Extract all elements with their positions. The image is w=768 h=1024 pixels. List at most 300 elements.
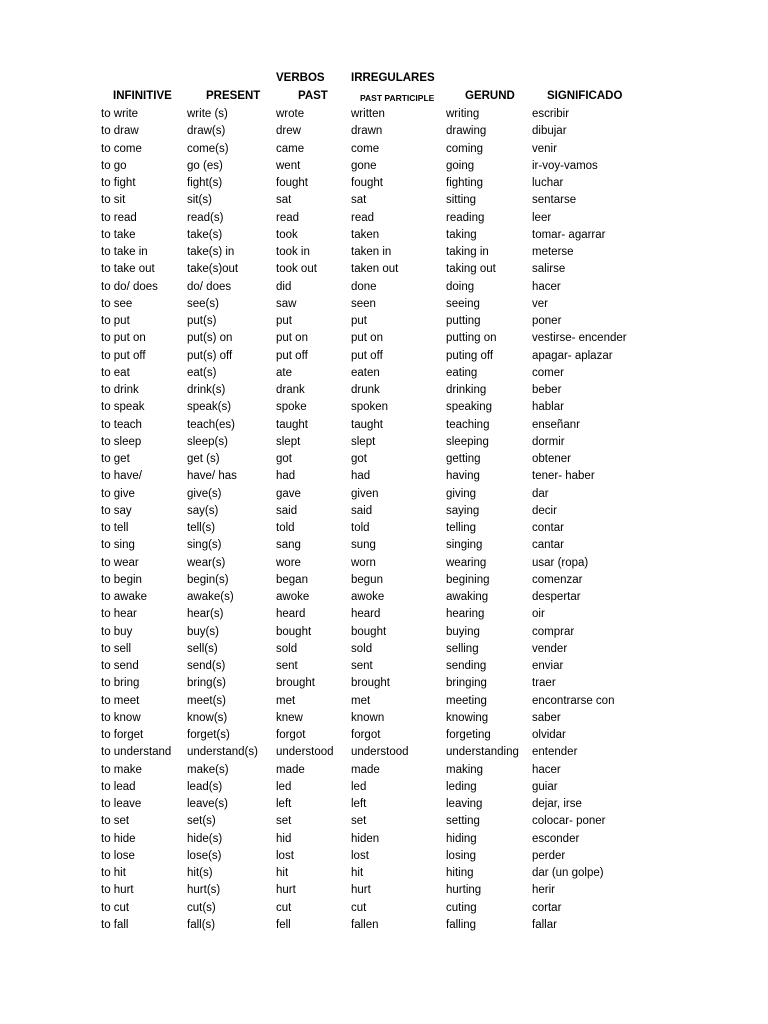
cell-infinitive: to awake — [101, 591, 148, 603]
cell-significado: venir — [532, 142, 557, 155]
cell-past-participle: forgot — [351, 729, 381, 741]
cell-infinitive: to fall — [101, 918, 129, 931]
cell-present: draw(s) — [187, 125, 226, 138]
cell-past-participle: begun — [351, 573, 383, 586]
table-row — [0, 365, 768, 382]
cell-infinitive: to make — [101, 763, 142, 776]
cell-significado: escribir — [532, 108, 570, 120]
cell-past: brought — [276, 677, 316, 690]
cell-gerund: leding — [446, 780, 477, 793]
cell-significado: poner — [532, 315, 562, 327]
cell-past-participle: slept — [351, 435, 376, 448]
cell-significado: cantar — [532, 539, 564, 552]
cell-infinitive: to lead — [101, 780, 136, 793]
cell-present: lose(s) — [187, 849, 222, 862]
cell-past-participle: taught — [351, 418, 383, 431]
cell-present: begin(s) — [187, 573, 229, 586]
cell-infinitive: to hear — [101, 608, 137, 621]
cell-past-participle: sat — [351, 194, 367, 207]
cell-significado: guiar — [532, 780, 558, 793]
cell-present: speak(s) — [187, 401, 232, 414]
cell-gerund: coming — [446, 142, 484, 155]
cell-past: put off — [276, 349, 308, 362]
cell-significado: olvidar — [532, 729, 566, 741]
header-infinitive: INFINITIVE — [113, 90, 172, 102]
cell-past: knew — [276, 711, 303, 724]
cell-present: hurt(s) — [187, 884, 221, 897]
cell-gerund: knowing — [446, 711, 489, 724]
column-header-row — [0, 89, 768, 105]
cell-past: drank — [276, 384, 305, 396]
table-row — [0, 158, 768, 175]
cell-gerund: teaching — [446, 418, 490, 431]
cell-past: awoke — [276, 591, 310, 603]
cell-past-participle: left — [351, 798, 367, 810]
cell-significado: tener- haber — [532, 470, 595, 483]
cell-past-participle: led — [351, 780, 367, 793]
cell-past-participle: taken — [351, 228, 380, 241]
cell-present: sing(s) — [187, 539, 222, 552]
cell-present: tell(s) — [187, 522, 216, 534]
cell-past: sang — [276, 539, 301, 552]
cell-past: took in — [276, 246, 310, 258]
cell-past-participle: spoken — [351, 401, 389, 414]
table-row — [0, 675, 768, 692]
cell-past: led — [276, 780, 292, 793]
cell-significado: comer — [532, 366, 564, 379]
table-row — [0, 382, 768, 399]
cell-past: fell — [276, 918, 291, 931]
table-row — [0, 848, 768, 865]
cell-past: fought — [276, 177, 308, 189]
cell-past: drew — [276, 125, 301, 138]
cell-past-participle: hurt — [351, 884, 371, 897]
cell-past: sold — [276, 642, 298, 655]
table-row — [0, 434, 768, 451]
cell-significado: fallar — [532, 918, 557, 931]
table-row — [0, 710, 768, 727]
cell-gerund: hearing — [446, 608, 485, 621]
cell-infinitive: to fight — [101, 177, 136, 189]
table-row — [0, 900, 768, 917]
header-past-participle: PAST PARTICIPLE — [360, 93, 435, 103]
cell-significado: cortar — [532, 901, 562, 914]
cell-past: met — [276, 694, 296, 707]
cell-significado: colocar- poner — [532, 815, 606, 828]
table-row — [0, 693, 768, 710]
table-row — [0, 796, 768, 813]
cell-present: sell(s) — [187, 642, 218, 655]
cell-past-participle: brought — [351, 677, 391, 690]
cell-gerund: taking out — [446, 263, 496, 276]
cell-gerund: fighting — [446, 177, 484, 189]
cell-infinitive: to tell — [101, 522, 129, 534]
cell-past: got — [276, 453, 292, 465]
cell-past-participle: sent — [351, 660, 373, 672]
cell-infinitive: to come — [101, 142, 142, 155]
cell-gerund: setting — [446, 815, 480, 828]
cell-present: bring(s) — [187, 677, 226, 690]
table-row — [0, 555, 768, 572]
cell-infinitive: to sit — [101, 194, 126, 207]
cell-present: write (s) — [187, 108, 228, 120]
table-row — [0, 503, 768, 520]
cell-significado: hacer — [532, 763, 561, 776]
header-significado: SIGNIFICADO — [547, 90, 623, 102]
cell-significado: encontrarse con — [532, 694, 615, 707]
cell-infinitive: to bring — [101, 677, 140, 690]
cell-present: cut(s) — [187, 901, 216, 914]
cell-past-participle: put on — [351, 332, 383, 345]
cell-past: hid — [276, 832, 292, 845]
cell-significado: oir — [532, 608, 545, 621]
cell-significado: apagar- aplazar — [532, 349, 613, 362]
cell-present: drink(s) — [187, 384, 226, 396]
cell-infinitive: to hit — [101, 867, 126, 879]
table-row — [0, 106, 768, 123]
cell-significado: decir — [532, 504, 557, 517]
cell-past: wore — [276, 556, 301, 569]
cell-past-participle: read — [351, 211, 375, 224]
cell-past-participle: sung — [351, 539, 376, 552]
cell-infinitive: to write — [101, 108, 139, 120]
cell-present: sleep(s) — [187, 435, 228, 448]
cell-gerund: telling — [446, 522, 477, 534]
cell-past-participle: awoke — [351, 591, 385, 603]
cell-past: hurt — [276, 884, 296, 897]
table-row — [0, 123, 768, 140]
cell-present: make(s) — [187, 763, 229, 776]
cell-gerund: understanding — [446, 746, 519, 759]
cell-gerund: singing — [446, 539, 483, 552]
cell-past-participle: fallen — [351, 918, 379, 931]
cell-past-participle: lost — [351, 849, 369, 862]
cell-gerund: sending — [446, 660, 487, 672]
cell-past-participle: heard — [351, 608, 381, 621]
table-row — [0, 520, 768, 537]
table-row — [0, 744, 768, 761]
cell-significado: contar — [532, 522, 564, 534]
cell-present: hide(s) — [187, 832, 223, 845]
cell-significado: obtener — [532, 453, 572, 465]
table-row — [0, 572, 768, 589]
cell-past: heard — [276, 608, 306, 621]
cell-gerund: bringing — [446, 677, 487, 690]
cell-infinitive: to draw — [101, 125, 139, 138]
cell-gerund: wearing — [446, 556, 487, 569]
table-row — [0, 399, 768, 416]
table-row — [0, 313, 768, 330]
table-row — [0, 330, 768, 347]
cell-gerund: hiding — [446, 832, 477, 845]
cell-present: send(s) — [187, 660, 226, 672]
cell-gerund: making — [446, 763, 484, 776]
cell-infinitive: to know — [101, 711, 141, 724]
cell-past-participle: said — [351, 504, 373, 517]
cell-present: come(s) — [187, 142, 229, 155]
cell-gerund: cuting — [446, 901, 477, 914]
cell-gerund: forgeting — [446, 729, 491, 741]
cell-past: did — [276, 280, 292, 293]
cell-past: said — [276, 504, 298, 517]
cell-gerund: reading — [446, 211, 485, 224]
cell-significado: salirse — [532, 263, 566, 276]
cell-gerund: saying — [446, 504, 480, 517]
cell-infinitive: to take — [101, 228, 136, 241]
cell-significado: herir — [532, 884, 556, 897]
cell-past: put on — [276, 332, 308, 345]
cell-gerund: losing — [446, 849, 477, 862]
cell-significado: esconder — [532, 832, 580, 845]
cell-past: went — [276, 159, 301, 172]
cell-gerund: eating — [446, 366, 478, 379]
cell-significado: sentarse — [532, 194, 577, 207]
cell-significado: ir-voy-vamos — [532, 159, 598, 172]
cell-past-participle: known — [351, 711, 385, 724]
cell-present: put(s) on — [187, 332, 233, 345]
cell-infinitive: to do/ does — [101, 280, 158, 293]
cell-present: hear(s) — [187, 608, 224, 621]
cell-infinitive: to speak — [101, 401, 145, 414]
table-row — [0, 917, 768, 934]
cell-infinitive: to say — [101, 504, 132, 517]
cell-gerund: drinking — [446, 384, 487, 396]
cell-infinitive: to send — [101, 660, 139, 672]
table-row — [0, 210, 768, 227]
cell-gerund: awaking — [446, 591, 489, 603]
table-row — [0, 261, 768, 278]
cell-significado: luchar — [532, 177, 564, 189]
cell-past: put — [276, 315, 292, 327]
cell-past-participle: done — [351, 280, 377, 293]
cell-present: get (s) — [187, 453, 220, 465]
table-row — [0, 227, 768, 244]
cell-past-participle: hit — [351, 867, 364, 879]
cell-significado: despertar — [532, 591, 581, 603]
cell-infinitive: to hurt — [101, 884, 134, 897]
cell-infinitive: to wear — [101, 556, 139, 569]
header-gerund: GERUND — [465, 90, 515, 102]
cell-past-participle: understood — [351, 746, 409, 759]
cell-gerund: falling — [446, 918, 477, 931]
cell-present: understand(s) — [187, 746, 258, 759]
cell-infinitive: to see — [101, 297, 133, 310]
table-row — [0, 831, 768, 848]
cell-significado: dejar, irse — [532, 798, 582, 810]
cell-past: left — [276, 798, 292, 810]
cell-present: buy(s) — [187, 625, 219, 638]
cell-gerund: hiting — [446, 867, 474, 879]
cell-infinitive: to set — [101, 815, 130, 828]
cell-past-participle: met — [351, 694, 371, 707]
table-row — [0, 537, 768, 554]
cell-present: give(s) — [187, 487, 222, 500]
table-row — [0, 762, 768, 779]
cell-past: gave — [276, 487, 301, 500]
cell-significado: traer — [532, 677, 556, 690]
cell-gerund: sitting — [446, 194, 477, 207]
cell-past-participle: put — [351, 315, 367, 327]
cell-past-participle: got — [351, 453, 367, 465]
table-row — [0, 641, 768, 658]
cell-significado: saber — [532, 711, 561, 724]
cell-infinitive: to begin — [101, 573, 142, 586]
cell-infinitive: to cut — [101, 901, 130, 914]
cell-present: go (es) — [187, 159, 223, 172]
cell-past: took out — [276, 263, 317, 276]
cell-present: put(s) — [187, 315, 217, 327]
cell-past-participle: told — [351, 522, 370, 534]
cell-past: took — [276, 228, 298, 241]
cell-infinitive: to sell — [101, 642, 132, 655]
cell-present: wear(s) — [187, 556, 226, 569]
cell-significado: dar — [532, 487, 549, 500]
cell-past-participle: worn — [351, 556, 376, 569]
table-row — [0, 624, 768, 641]
cell-gerund: writing — [446, 108, 480, 120]
cell-infinitive: to hide — [101, 832, 136, 845]
cell-infinitive: to forget — [101, 729, 144, 741]
cell-past: taught — [276, 418, 308, 431]
cell-gerund: getting — [446, 453, 481, 465]
cell-present: say(s) — [187, 504, 219, 517]
cell-significado: tomar- agarrar — [532, 228, 606, 241]
cell-past: lost — [276, 849, 294, 862]
cell-past-participle: come — [351, 142, 380, 155]
table-row — [0, 727, 768, 744]
cell-gerund: begining — [446, 573, 490, 586]
cell-past: sent — [276, 660, 298, 672]
cell-past: forgot — [276, 729, 306, 741]
cell-infinitive: to drink — [101, 384, 139, 396]
cell-significado: hacer — [532, 280, 561, 293]
cell-significado: comenzar — [532, 573, 583, 586]
cell-present: fall(s) — [187, 918, 216, 931]
cell-present: set(s) — [187, 815, 216, 828]
cell-gerund: hurting — [446, 884, 482, 897]
cell-significado: enviar — [532, 660, 564, 672]
cell-significado: enseñanr — [532, 418, 580, 431]
cell-present: hit(s) — [187, 867, 213, 879]
cell-past-participle: fought — [351, 177, 383, 189]
cell-past-participle: drawn — [351, 125, 383, 138]
table-row — [0, 468, 768, 485]
cell-gerund: selling — [446, 642, 479, 655]
cell-infinitive: to lose — [101, 849, 135, 862]
cell-present: have/ has — [187, 470, 237, 483]
cell-past-participle: made — [351, 763, 380, 776]
cell-infinitive: to go — [101, 159, 127, 172]
cell-gerund: sleeping — [446, 435, 489, 448]
cell-significado: perder — [532, 849, 566, 862]
cell-past: came — [276, 142, 305, 155]
cell-significado: dormir — [532, 435, 565, 448]
cell-past: sat — [276, 194, 292, 207]
cell-infinitive: to sleep — [101, 435, 142, 448]
cell-gerund: speaking — [446, 401, 493, 414]
cell-gerund: meeting — [446, 694, 487, 707]
cell-past: spoke — [276, 401, 307, 414]
cell-past-participle: drunk — [351, 384, 380, 396]
cell-infinitive: to take in — [101, 246, 148, 258]
cell-past: set — [276, 815, 292, 828]
cell-significado: dar (un golpe) — [532, 867, 604, 879]
cell-gerund: putting — [446, 315, 481, 327]
table-row — [0, 348, 768, 365]
cell-significado: vestirse- encender — [532, 332, 627, 345]
cell-past-participle: seen — [351, 297, 376, 310]
cell-past: understood — [276, 746, 334, 759]
cell-past-participle: cut — [351, 901, 367, 914]
header-present: PRESENT — [206, 90, 261, 102]
table-row — [0, 606, 768, 623]
cell-past-participle: taken out — [351, 263, 399, 276]
cell-past: ate — [276, 366, 292, 379]
cell-past: bought — [276, 625, 312, 638]
table-row — [0, 192, 768, 209]
cell-past: had — [276, 470, 296, 483]
table-row — [0, 141, 768, 158]
cell-present: know(s) — [187, 711, 228, 724]
cell-infinitive: to understand — [101, 746, 172, 759]
cell-gerund: having — [446, 470, 480, 483]
cell-past: began — [276, 573, 308, 586]
cell-significado: usar (ropa) — [532, 556, 589, 569]
table-row — [0, 279, 768, 296]
verb-rows — [0, 106, 768, 934]
cell-infinitive: to leave — [101, 798, 142, 810]
cell-present: awake(s) — [187, 591, 234, 603]
cell-infinitive: to take out — [101, 263, 155, 276]
cell-present: leave(s) — [187, 798, 228, 810]
cell-present: lead(s) — [187, 780, 223, 793]
cell-significado: meterse — [532, 246, 574, 258]
table-row — [0, 296, 768, 313]
cell-past-participle: sold — [351, 642, 373, 655]
cell-gerund: seeing — [446, 297, 480, 310]
cell-significado: beber — [532, 384, 562, 396]
cell-significado: vender — [532, 642, 568, 655]
cell-significado: comprar — [532, 625, 575, 638]
cell-present: see(s) — [187, 297, 219, 310]
table-row — [0, 244, 768, 261]
table-row — [0, 589, 768, 606]
cell-present: put(s) off — [187, 349, 233, 362]
cell-present: do/ does — [187, 280, 232, 293]
title-word-verbos: VERBOS — [276, 72, 325, 84]
table-row — [0, 486, 768, 503]
cell-past-participle: given — [351, 487, 379, 500]
cell-significado: dibujar — [532, 125, 567, 138]
cell-infinitive: to read — [101, 211, 137, 224]
cell-past: wrote — [276, 108, 305, 120]
cell-past-participle: put off — [351, 349, 383, 362]
cell-past: slept — [276, 435, 301, 448]
cell-infinitive: to sing — [101, 539, 135, 552]
cell-past: saw — [276, 297, 297, 310]
cell-present: eat(s) — [187, 366, 217, 379]
table-row — [0, 658, 768, 675]
cell-gerund: leaving — [446, 798, 483, 810]
cell-present: teach(es) — [187, 418, 235, 431]
cell-present: sit(s) — [187, 194, 212, 207]
cell-past: told — [276, 522, 295, 534]
cell-infinitive: to buy — [101, 625, 133, 638]
cell-gerund: taking — [446, 228, 477, 241]
cell-past-participle: written — [351, 108, 385, 120]
table-row — [0, 175, 768, 192]
cell-present: take(s) in — [187, 246, 235, 258]
